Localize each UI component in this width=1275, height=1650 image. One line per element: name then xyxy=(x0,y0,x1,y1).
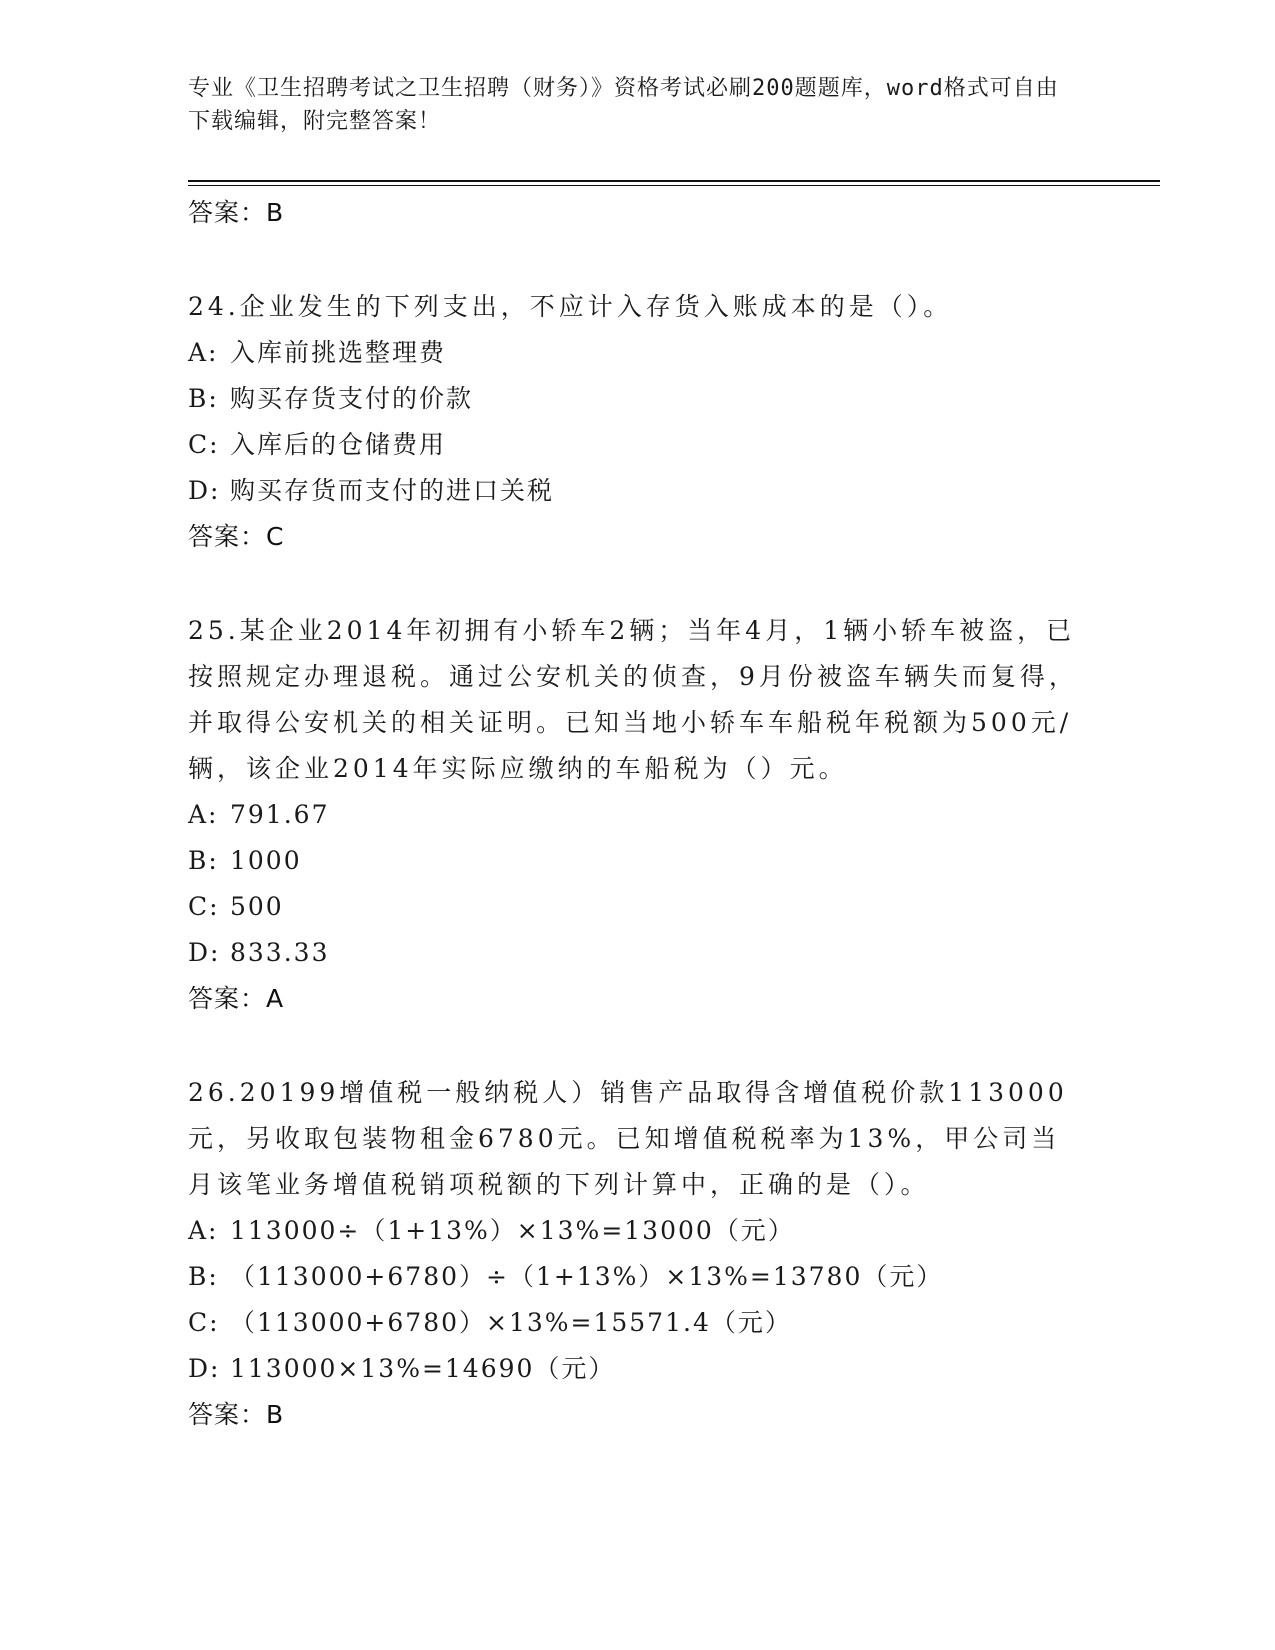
answer-line: 答案：B xyxy=(188,1400,285,1429)
option-a xyxy=(188,1208,1088,1254)
option-b xyxy=(188,838,1088,884)
option-text: 1000 xyxy=(230,846,302,875)
page-header-text: 专业《卫生招聘考试之卫生招聘（财务）》资格考试必刷200题题库，word格式可自由下载编辑，附完整答案！ xyxy=(188,76,1059,134)
option-c xyxy=(188,422,1088,468)
option-text: 入库后的仓储费用 xyxy=(230,430,447,459)
option-text: 购买存货而支付的进口关税 xyxy=(230,476,555,505)
question-block xyxy=(188,608,1088,1022)
option-letter: A: xyxy=(188,338,219,367)
answer-line: 答案：B xyxy=(188,198,285,227)
option-letter: D: xyxy=(188,938,221,967)
option-d xyxy=(188,1346,1088,1392)
answer-line: 答案：C xyxy=(188,522,285,551)
option-text: 113000÷（1+13%）×13%=13000（元） xyxy=(230,1216,795,1245)
option-letter: D: xyxy=(188,476,221,505)
option-letter: C: xyxy=(188,892,220,921)
question-text: 25.某企业2014年初拥有小轿车2辆；当年4月，1辆小轿车被盗，已按照规定办理退税。通过公安机关的侦查，9月份被盗车辆失而复得，并取得公安机关的相关证明。已知当地小轿车车船税年税额为500元/辆，该企业2014年实际应缴纳的车船税为（）元。 xyxy=(188,616,1078,783)
question-text: 26.20199增值税一般纳税人）销售产品取得含增值税价款113000元，另收取包装物租金6780元。已知增值税税率为13%，甲公司当月该笔业务增值税销项税额的下列计算中，正确的是（）。 xyxy=(188,1078,1068,1199)
question-text: 24.企业发生的下列支出，不应计入存货入账成本的是（）。 xyxy=(188,292,953,321)
option-text: （113000+6780）×13%=15571.4（元） xyxy=(230,1308,792,1337)
option-letter: C: xyxy=(188,430,220,459)
option-b xyxy=(188,376,1088,422)
option-letter: B: xyxy=(188,846,219,875)
option-letter: A: xyxy=(188,1216,219,1245)
option-d xyxy=(188,468,1088,514)
question-block xyxy=(188,1070,1088,1438)
option-text: 500 xyxy=(230,892,284,921)
option-letter: C: xyxy=(188,1308,220,1337)
option-a xyxy=(188,330,1088,376)
option-text: 113000×13%=14690（元） xyxy=(230,1354,616,1383)
option-text: 入库前挑选整理费 xyxy=(230,338,447,367)
option-letter: B: xyxy=(188,384,219,413)
option-a xyxy=(188,792,1088,838)
option-text: 791.67 xyxy=(230,800,330,829)
option-b xyxy=(188,1254,1088,1300)
option-c xyxy=(188,1300,1088,1346)
question-block xyxy=(188,284,1088,560)
option-c xyxy=(188,884,1088,930)
option-letter: A: xyxy=(188,800,219,829)
header-divider-thin xyxy=(188,185,1160,186)
option-letter: B: xyxy=(188,1262,219,1291)
document-content xyxy=(188,190,1088,1438)
option-letter: D: xyxy=(188,1354,221,1383)
option-d xyxy=(188,930,1088,976)
answer-line: 答案：A xyxy=(188,984,285,1013)
header-divider-thick xyxy=(188,180,1160,182)
option-text: 购买存货支付的价款 xyxy=(230,384,474,413)
option-text: （113000+6780）÷（1+13%）×13%=13780（元） xyxy=(230,1262,944,1291)
option-text: 833.33 xyxy=(230,938,330,967)
